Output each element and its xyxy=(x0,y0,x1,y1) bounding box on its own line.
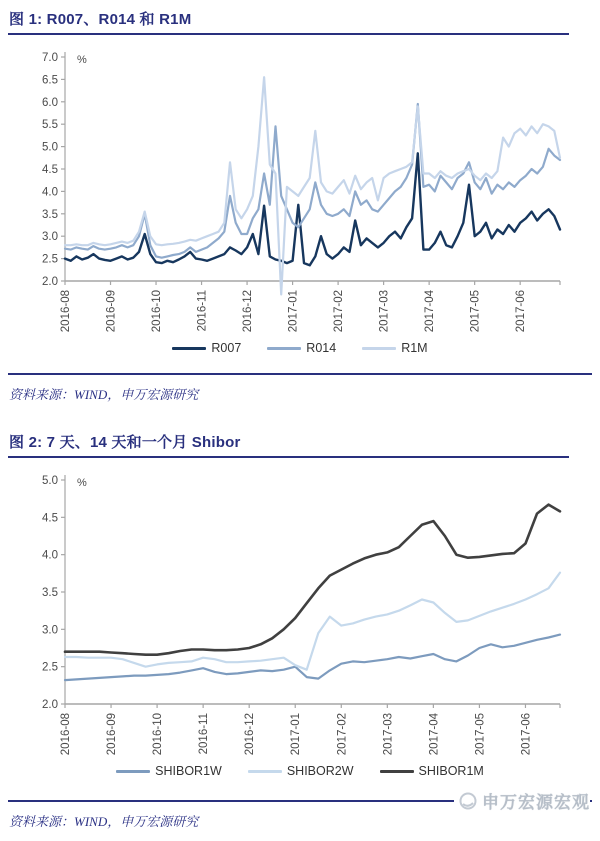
figure2-line-chart xyxy=(8,466,592,762)
svg-text:4.5: 4.5 xyxy=(42,512,58,525)
svg-text:2017-01: 2017-01 xyxy=(287,290,300,333)
figure2-title: 图 2: 7 天、14 天和一个月 Shibor xyxy=(8,429,569,458)
legend-label: SHIBOR2W xyxy=(286,764,354,778)
swsr-logo-icon xyxy=(458,791,478,811)
legend-label: R1M xyxy=(401,341,428,355)
svg-text:2.0: 2.0 xyxy=(42,276,58,288)
watermark-text: 申万宏源宏观 xyxy=(482,793,590,812)
legend-label: R014 xyxy=(306,341,337,355)
legend-item-SHIBOR2W xyxy=(248,764,354,778)
svg-text:2017-01: 2017-01 xyxy=(290,713,303,756)
svg-text:2.5: 2.5 xyxy=(42,253,58,266)
svg-text:2017-02: 2017-02 xyxy=(336,713,349,756)
svg-text:7.0: 7.0 xyxy=(42,52,58,64)
svg-text:2016-08: 2016-08 xyxy=(60,713,72,756)
svg-text:2017-04: 2017-04 xyxy=(424,290,437,333)
legend-label: SHIBOR1M xyxy=(418,764,484,778)
svg-text:2017-06: 2017-06 xyxy=(520,713,533,756)
legend-swatch xyxy=(267,347,301,350)
figure2-legend xyxy=(8,762,592,780)
legend-swatch xyxy=(362,347,396,350)
figure2-source: 资料来源：WIND，申万宏源研究 xyxy=(9,814,199,829)
figure1-source: 资料来源：WIND，申万宏源研究 xyxy=(9,387,199,402)
svg-text:2017-05: 2017-05 xyxy=(474,713,487,756)
figure1-title: 图 1: R007、R014 和 R1M xyxy=(8,6,569,35)
legend-swatch xyxy=(248,770,282,773)
brand-watermark xyxy=(454,788,590,813)
legend-label: SHIBOR1W xyxy=(155,764,222,778)
svg-text:2016-12: 2016-12 xyxy=(242,290,255,333)
svg-text:2017-04: 2017-04 xyxy=(428,713,441,756)
legend-item-R014 xyxy=(267,341,336,355)
svg-text:2017-06: 2017-06 xyxy=(515,290,528,333)
svg-text:3.5: 3.5 xyxy=(42,587,58,599)
svg-text:4.5: 4.5 xyxy=(42,164,58,176)
svg-text:3.5: 3.5 xyxy=(42,208,58,221)
svg-text:2016-11: 2016-11 xyxy=(198,713,211,755)
footer-block xyxy=(8,793,592,830)
svg-text:5.0: 5.0 xyxy=(42,475,58,487)
svg-text:2016-09: 2016-09 xyxy=(105,290,118,333)
svg-text:%: % xyxy=(77,477,87,489)
svg-text:2016-10: 2016-10 xyxy=(151,290,164,333)
svg-text:4.0: 4.0 xyxy=(42,186,58,199)
svg-text:2016-12: 2016-12 xyxy=(244,713,257,756)
legend-swatch xyxy=(116,770,150,773)
svg-text:2017-03: 2017-03 xyxy=(378,290,391,333)
svg-text:6.5: 6.5 xyxy=(42,74,58,87)
svg-text:2017-03: 2017-03 xyxy=(382,713,395,756)
figure1-chart xyxy=(8,43,592,357)
legend-item-R1M xyxy=(362,341,427,355)
svg-text:3.0: 3.0 xyxy=(42,624,58,637)
legend-swatch xyxy=(380,770,414,773)
svg-text:2017-02: 2017-02 xyxy=(333,290,346,333)
legend-swatch xyxy=(172,347,206,350)
svg-text:%: % xyxy=(77,54,87,66)
svg-text:4.0: 4.0 xyxy=(42,549,58,562)
legend-item-SHIBOR1M xyxy=(380,764,484,778)
svg-text:5.5: 5.5 xyxy=(42,119,58,132)
legend-label: R007 xyxy=(211,341,242,355)
svg-text:2016-09: 2016-09 xyxy=(106,713,119,756)
svg-text:2016-08: 2016-08 xyxy=(60,290,72,333)
svg-text:3.0: 3.0 xyxy=(42,231,58,244)
svg-text:2.5: 2.5 xyxy=(42,661,58,674)
figure2-chart xyxy=(8,466,592,780)
legend-item-R007 xyxy=(172,341,241,355)
figure1-legend xyxy=(8,339,592,357)
svg-text:2017-05: 2017-05 xyxy=(469,290,482,333)
figure1-line-chart xyxy=(8,43,592,339)
legend-item-SHIBOR1W xyxy=(116,764,222,778)
svg-text:2016-11: 2016-11 xyxy=(196,290,209,332)
svg-text:6.0: 6.0 xyxy=(42,96,58,109)
svg-text:2016-10: 2016-10 xyxy=(152,713,165,756)
svg-text:2.0: 2.0 xyxy=(42,699,58,711)
divider-line xyxy=(8,373,592,375)
svg-text:5.0: 5.0 xyxy=(42,141,58,154)
